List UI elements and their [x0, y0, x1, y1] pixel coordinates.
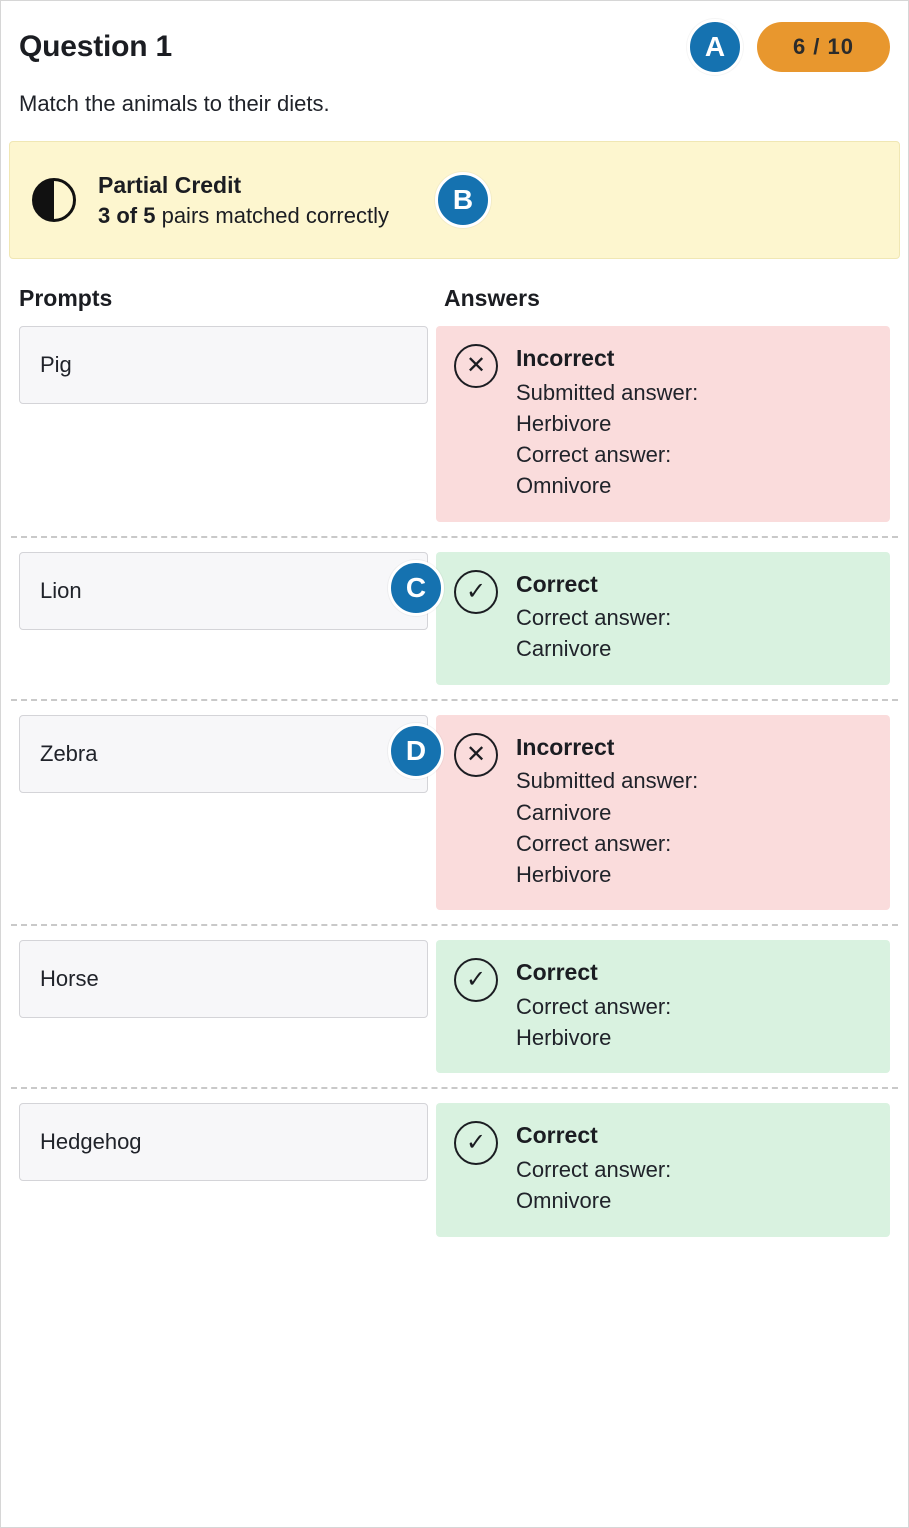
- header-right-group: [687, 19, 890, 75]
- annotation-badge-c: C: [388, 560, 444, 616]
- answer-box-correct: [436, 552, 890, 685]
- table-row: [11, 1089, 898, 1250]
- annotation-badge-a: A: [687, 19, 743, 75]
- correct-answer-value: Omnivore: [516, 473, 612, 499]
- answer-cell: [436, 552, 898, 685]
- submitted-answer-value: Carnivore: [516, 799, 612, 825]
- prompt-box[interactable]: Lion: [19, 552, 428, 630]
- correct-answer-value: Carnivore: [516, 636, 612, 662]
- table-row: [11, 538, 898, 701]
- status-badge: Correct: [516, 1122, 598, 1149]
- check-circle-icon: ✓: [454, 958, 498, 1002]
- prompt-box[interactable]: Pig: [19, 326, 428, 404]
- status-badge: Correct: [516, 959, 598, 986]
- table-row: [11, 312, 898, 538]
- submitted-answer-label: Submitted answer:: [516, 379, 699, 405]
- answer-details: [516, 1119, 671, 1216]
- cross-circle-icon: ✕: [454, 344, 498, 388]
- score-badge: 6 / 10: [757, 22, 890, 72]
- check-circle-icon: ✓: [454, 1121, 498, 1165]
- partial-credit-subtitle: [98, 201, 389, 231]
- table-row: [11, 701, 898, 927]
- correct-answer-value: Omnivore: [516, 1188, 612, 1214]
- answer-cell: [436, 715, 898, 911]
- answer-details: [516, 956, 671, 1053]
- answer-details: [516, 342, 698, 502]
- check-circle-icon: ✓: [454, 570, 498, 614]
- table-row: [11, 926, 898, 1089]
- correct-answer-value: Herbivore: [516, 862, 612, 888]
- column-header-prompts: Prompts: [19, 285, 113, 311]
- prompt-cell: [11, 552, 436, 630]
- correct-answer-label: Correct answer:: [516, 993, 672, 1019]
- prompt-cell: [11, 715, 436, 793]
- question-prompt: Match the animals to their diets.: [19, 91, 330, 116]
- submitted-answer-value: Herbivore: [516, 410, 612, 436]
- submitted-answer-label: Submitted answer:: [516, 768, 699, 794]
- prompt-box[interactable]: Horse: [19, 940, 428, 1018]
- partial-credit-title: Partial Credit: [98, 171, 242, 198]
- answer-details: [516, 568, 671, 665]
- partial-credit-banner: [9, 141, 900, 259]
- status-badge: Incorrect: [516, 733, 615, 760]
- correct-answer-label: Correct answer:: [516, 442, 672, 468]
- pairs-matched-count: 3 of 5: [98, 202, 156, 228]
- answer-box-incorrect: [436, 715, 890, 911]
- answer-cell: [436, 940, 898, 1073]
- status-badge: Incorrect: [516, 345, 615, 371]
- column-headers: [1, 259, 908, 312]
- pairs-matched-label: pairs matched correctly: [155, 202, 389, 228]
- correct-answer-label: Correct answer:: [516, 830, 672, 856]
- prompt-box[interactable]: Hedgehog: [19, 1103, 428, 1181]
- annotation-badge-b: B: [435, 172, 491, 228]
- half-filled-circle-icon: [32, 178, 76, 222]
- correct-answer-label: Correct answer:: [516, 605, 672, 631]
- prompt-cell: [11, 940, 436, 1018]
- prompt-box[interactable]: Zebra: [19, 715, 428, 793]
- question-header: [1, 1, 908, 75]
- answer-cell: [436, 1103, 898, 1236]
- status-badge: Correct: [516, 570, 598, 597]
- answer-details: [516, 731, 698, 891]
- answer-box-incorrect: [436, 326, 890, 522]
- correct-answer-value: Herbivore: [516, 1025, 612, 1051]
- annotation-badge-d: D: [388, 723, 444, 779]
- answer-box-correct: [436, 1103, 890, 1236]
- matching-rows: [1, 312, 908, 1251]
- column-header-answers: Answers: [444, 285, 540, 311]
- partial-credit-text: [98, 170, 389, 231]
- prompt-cell: [11, 326, 436, 404]
- cross-circle-icon: ✕: [454, 733, 498, 777]
- answer-cell: [436, 326, 898, 522]
- correct-answer-label: Correct answer:: [516, 1157, 672, 1183]
- prompt-cell: [11, 1103, 436, 1181]
- answer-box-correct: [436, 940, 890, 1073]
- page-title: Question 1: [19, 30, 173, 63]
